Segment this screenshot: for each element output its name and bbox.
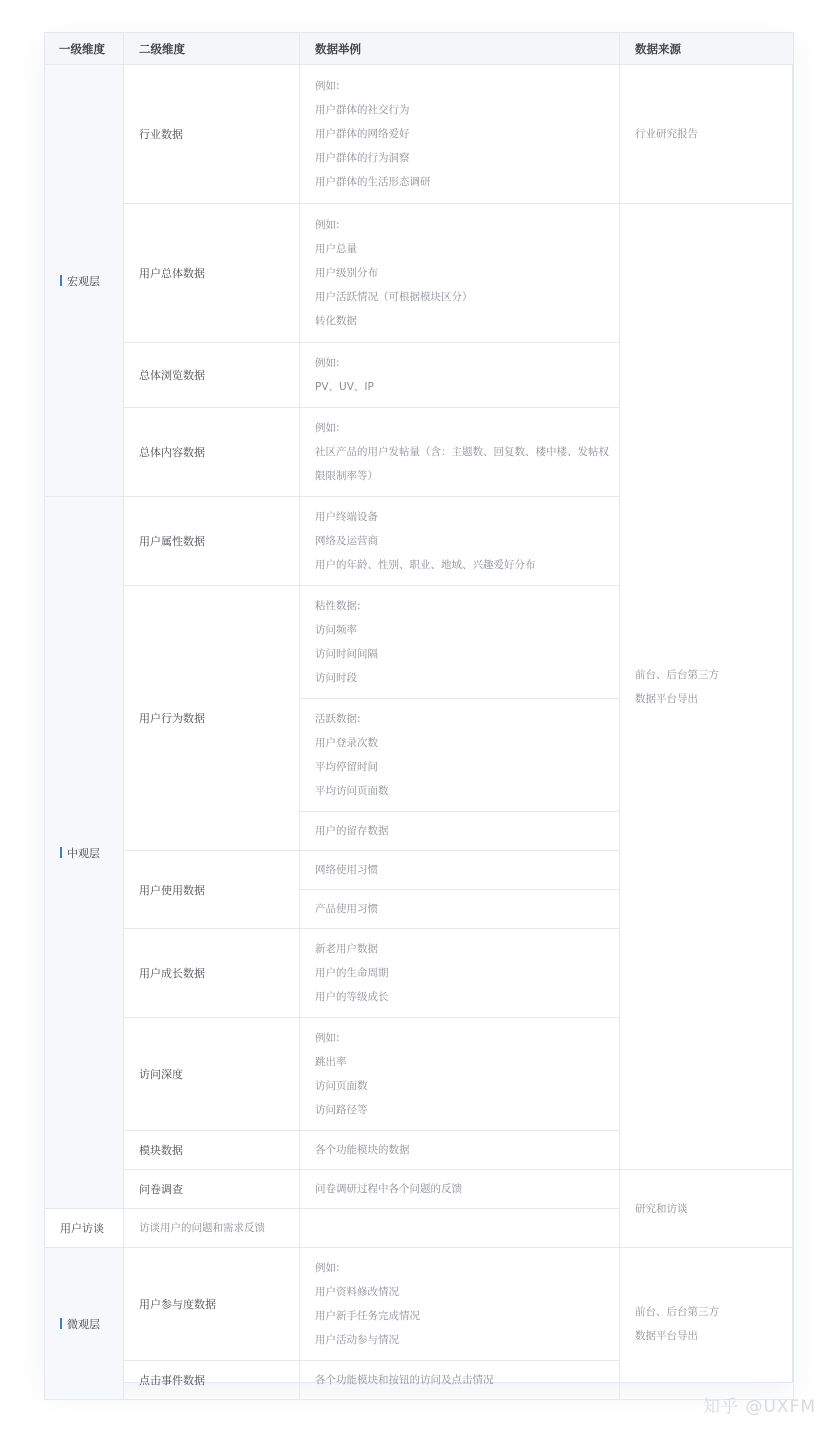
example-line: 用户群体的行为洞察 (315, 152, 410, 164)
examples-behavior-sticky (300, 586, 620, 699)
example-line: PV、UV、IP (315, 381, 374, 393)
data-dimension-table-card (44, 32, 793, 1387)
accent-bar (60, 1318, 62, 1329)
level1-label: 中观层 (67, 846, 100, 860)
example-line: 社区产品的用户发帖量（含：主题数、回复数、楼中楼、发帖权限限制率等） (315, 446, 609, 482)
examples-browse-total (300, 343, 620, 408)
header-examples: 数据举例 (300, 33, 620, 65)
header-level1: 一级维度 (45, 33, 124, 65)
watermark: 知乎 @UXFM (703, 1397, 816, 1417)
level2-engagement: 用户参与度数据 (124, 1248, 300, 1361)
example-line: 网络及运营商 (315, 535, 378, 547)
example-line: 用户新手任务完成情况 (315, 1310, 420, 1322)
table-row (45, 65, 794, 204)
example-line: 访问时间间隔 (315, 648, 378, 660)
examples-click-event: 各个功能模块和按钮的访问及点击情况 (300, 1361, 620, 1400)
source-platform (620, 204, 794, 1170)
level1-label: 微观层 (67, 1317, 100, 1331)
level2-click-event: 点击事件数据 (124, 1361, 300, 1400)
examples-user-growth (300, 929, 620, 1018)
example-line: 访问时段 (315, 672, 357, 684)
source-industry: 行业研究报告 (620, 65, 794, 204)
examples-interview: 访谈用户的问题和需求反馈 (124, 1209, 300, 1248)
example-line: 平均停留时间 (315, 761, 378, 773)
examples-visit-depth (300, 1018, 620, 1131)
source-line: 数据平台导出 (635, 1329, 698, 1342)
source-research: 研究和访谈 (620, 1170, 794, 1248)
header-row (45, 33, 794, 65)
examples-usage-net: 网络使用习惯 (300, 851, 620, 890)
example-line: 用户群体的网络爱好 (315, 128, 410, 140)
example-line: 访问频率 (315, 624, 357, 636)
example-line: 用户资料修改情况 (315, 1286, 399, 1298)
source-platform-micro (620, 1248, 794, 1400)
example-line: 用户的生命周期 (315, 967, 389, 979)
accent-bar (60, 847, 62, 858)
level2-user-behavior: 用户行为数据 (124, 586, 300, 851)
level2-user-attr: 用户属性数据 (124, 497, 300, 586)
level2-user-usage: 用户使用数据 (124, 851, 300, 929)
source-line: 数据平台导出 (635, 692, 698, 705)
examples-industry (300, 65, 620, 204)
example-line: 用户终端设备 (315, 511, 378, 523)
example-line: 平均访问页面数 (315, 785, 389, 797)
example-line: 用户群体的社交行为 (315, 104, 410, 116)
example-line: 访问路径等 (315, 1104, 368, 1116)
example-line: 例如: (315, 357, 340, 369)
level2-browse-total: 总体浏览数据 (124, 343, 300, 408)
examples-behavior-active (300, 699, 620, 812)
header-source: 数据来源 (620, 33, 794, 65)
examples-survey: 问卷调研过程中各个问题的反馈 (300, 1170, 620, 1209)
example-line: 例如: (315, 219, 340, 231)
example-line: 例如: (315, 422, 340, 434)
table-row (45, 1170, 794, 1209)
examples-user-total (300, 204, 620, 343)
level2-survey: 问卷调查 (124, 1170, 300, 1209)
example-line: 用户总量 (315, 243, 357, 255)
example-line: 跳出率 (315, 1056, 347, 1068)
example-line: 用户活跃情况（可根据模块区分） (315, 291, 473, 303)
table-row (45, 204, 794, 343)
examples-content-total (300, 408, 620, 497)
level2-user-growth: 用户成长数据 (124, 929, 300, 1018)
source-line: 前台、后台第三方 (635, 1305, 719, 1318)
accent-bar (60, 275, 62, 286)
level1-macro (45, 65, 124, 497)
example-line: 用户登录次数 (315, 737, 378, 749)
level2-interview: 用户访谈 (45, 1209, 124, 1248)
example-line: 转化数据 (315, 315, 357, 327)
example-line: 活跃数据: (315, 713, 361, 725)
example-line: 例如: (315, 1262, 340, 1274)
examples-module: 各个功能模块的数据 (300, 1131, 620, 1170)
header-level2: 二级维度 (124, 33, 300, 65)
example-line: 例如: (315, 80, 340, 92)
example-line: 用户级别分布 (315, 267, 378, 279)
source-line: 前台、后台第三方 (635, 668, 719, 681)
examples-behavior-retention: 用户的留存数据 (300, 812, 620, 851)
data-dimension-table (44, 32, 794, 1400)
example-line: 例如: (315, 1032, 340, 1044)
level2-visit-depth: 访问深度 (124, 1018, 300, 1131)
level1-label: 宏观层 (67, 274, 100, 288)
level1-meso (45, 497, 124, 1209)
level2-module: 模块数据 (124, 1131, 300, 1170)
level2-content-total: 总体内容数据 (124, 408, 300, 497)
example-line: 访问页面数 (315, 1080, 368, 1092)
example-line: 新老用户数据 (315, 943, 378, 955)
example-line: 粘性数据: (315, 600, 361, 612)
examples-usage-product: 产品使用习惯 (300, 890, 620, 929)
example-line: 用户活动参与情况 (315, 1334, 399, 1346)
level1-micro (45, 1248, 124, 1400)
table-row (45, 1248, 794, 1361)
examples-user-attr (300, 497, 620, 586)
level2-user-total: 用户总体数据 (124, 204, 300, 343)
example-line: 用户的等级成长 (315, 991, 389, 1003)
example-line: 用户的年龄、性别、职业、地域、兴趣爱好分布 (315, 559, 536, 571)
example-line: 用户群体的生活形态调研 (315, 176, 431, 188)
level2-industry: 行业数据 (124, 65, 300, 204)
examples-engagement (300, 1248, 620, 1361)
